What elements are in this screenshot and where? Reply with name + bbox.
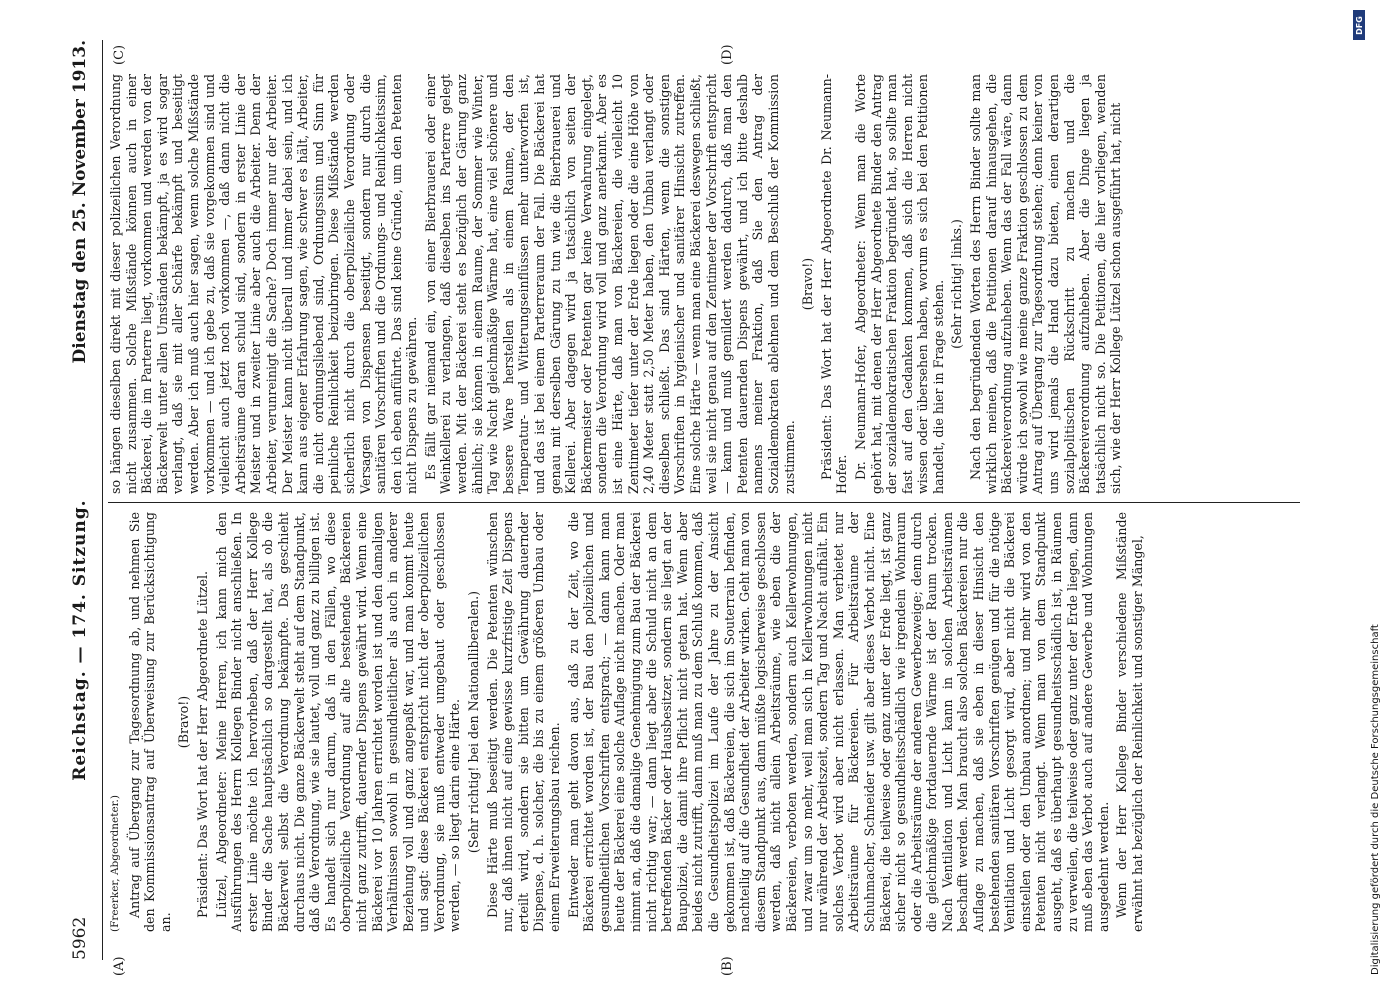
page-number: 5962 (70, 916, 90, 960)
paragraph: Antrag auf Übergang zur Tagesordnung ab, und nehmen Sie den Kommissionsantrag auf Überweisung zur Berücksichtigung an. (126, 512, 173, 932)
margin-mark-c: (C) (112, 44, 127, 65)
margin-mark-a: (A) (112, 956, 127, 976)
speaker-continuation: (Freerker, Abgeordneter.) (109, 795, 121, 932)
interjection: (Bravo!) (800, 257, 816, 311)
interjection: (Bravo!) (176, 695, 192, 749)
paragraph: Wenn der Herr Kollege Binder verschiedene Mißstände erwähnt hat bezüglich der Reinlichkeit und sonstiger Mängel, (1114, 512, 1145, 932)
interjection: (Sehr richtig! bei den Nationalliberalen.) (466, 590, 482, 854)
paragraph: Diese Härte muß beseitigt werden. Die Petenten wünschen nur, daß ihnen nicht auf eine gewisse kurzfristige Zeit Dispens erteilt wird, sondern sie bitten um Gewährung dauernder Dispense, d. h. solcher, die bis zu einem größeren Umbau oder einem Erweiterungsbau reichen. (484, 512, 563, 932)
left-column (108, 512, 1149, 932)
page-header (70, 40, 103, 960)
margin-mark-d: (D) (720, 44, 735, 65)
paragraph: Es fällt gar niemand ein, von einer Bierbrauerei oder einer Weinkellerei zu verlangen, daß dieselben ins Parterre gelegt werden. Mit der Bäckerei steht es bezüglich der Gärung ganz ähnlich; sie können in einem Raume, der Sommer wie Winter, Tag wie Nacht gleichmäßige Wärme hat, eine viel schönere und bessere Ware herstellen als in einem Raume, der den Temperatur- und Witterungseinflüssen mehr unterworfen ist, und das ist bei einem Parterreraum der Fall. Die Bäckerei hat genau mit derselben Gärung zu tun wie die Bierbrauerei und Kellerei. Aber dagegen wird ja tatsächlich von seiten der Bäckermeister oder Petenten gar keine Verwahrung eingelegt, sondern die Verordnung wird voll und ganz anerkannt. Aber es ist eine Härte, daß man von Bäckereien, die vielleicht 10 Zentimeter tiefer unter der Erde liegen oder die eine Höhe von 2,40 Meter statt 2,50 Meter haben, den Umbau verlangt oder dieselben schließt. Das sind Härten, wenn die sonstigen Vorschriften in hygienischer und sanitärer Hinsicht zutreffen. Eine solche Härte — wenn man eine Bäckerei deswegen schließt, weil sie nicht genau auf den Zentimeter der Vorschrift entspricht — kann und muß gemildert werden dadurch, daß man den Petenten dauernden Dispens gewährt, und ich bitte deshalb namens meiner Fraktion, daß Sie den Antrag der Sozialdemokraten ablehnen und dem Beschluß der Kommission zustimmen. (422, 74, 797, 494)
paragraph: Entweder man geht davon aus, daß zu der Zeit, wo die Bäckerei errichtet worden ist, der Bau den polizeilichen und gesundheitlichen Vorschriften entsprach; — dann kann man heute der Bäckerei eine solche Auflage nicht machen. Oder man nimmt an, daß die damalige Genehmigung zum Bau der Bäckerei nicht richtig war; — dann liegt aber die Schuld nicht an dem betreffenden Bäcker oder Hausbesitzer, sondern sie liegt an der Baupolizei, die damit ihre Pflicht nicht getan hat. Wenn aber beides nicht zutrifft, dann muß man zu dem Schluß kommen, daß die Gesundheitspolizei im Laufe der Jahre zu der Ansicht gekommen ist, daß Bäckereien, die sich im Souterrain befinden, nachteilig auf die Gesundheit der Arbeiter wirken. Geht man von diesem Standpunkt aus, dann müßte logischerweise geschlossen werden, daß nicht allein Arbeitsräume, wie eben die der Bäckereien, verboten werden, sondern auch Kellerwohnungen, und zwar um so mehr, weil man sich in Kellerwohnungen nicht nur während der Arbeitszeit, sondern Tag und Nacht aufhält. Ein solches Verbot wird aber nicht erlassen. Man verbietet nur Arbeitsräume für Bäckereien. Für Arbeitsräume der Schuhmacher, Schneider usw. gilt aber dieses Verbot nicht. Eine Bäckerei, die teilweise oder ganz unter der Erde liegt, ist ganz sicher nicht so gesundheitsschädlich wie irgendein Wohnraum oder die Arbeitsräume der anderen Gewerbezweige; denn durch die gleichmäßige fortdauernde Wärme ist der Raum trocken. Nach Ventilation und Licht kann in solchen Arbeitsräumen beschafft werden. Man braucht also solchen Bäckereien nur die Auflage zu machen, daß sie eben in dieser Hinsicht den bestehenden sanitären Vorschriften genügen und für die nötige Ventilation und Licht gesorgt wird, aber nicht die Bäckerei einstellen oder den Umbau anordnen; und mehr wird von den Petenten nicht verlangt. Wenn man von dem Standpunkt ausgeht, daß es überhaupt gesundheitsschädlich ist, in Räumen zu verweilen, die teilweise oder ganz unter der Erde liegen, dann muß eben das Verbot auch auf andere Gewerbe und Wohnungen ausgedehnt werden. (565, 512, 1111, 932)
president-line: Präsident: Das Wort hat der Herr Abgeordnete Dr. Neumann-Hofer. (818, 74, 850, 494)
paragraph: Nach den begründenden Worten des Herrn Binder sollte man wirklich meinen, daß die Petitionen darauf hinausgehen, die Bäckereiverordnung aufzuheben. Wenn das der Fall wäre, dann würde ich sowohl wie meine ganze Fraktion geschlossen zu dem Antrag auf Übergang zur Tagesordnung stehen; denn keiner von uns wird jemals die Hand dazu bieten, einen derartigen sozialpolitischen Rückschritt zu machen und die Bäckereiverordnung aufzuheben. Aber die Dinge liegen ja tatsächlich nicht so. Die Petitionen, die hier vorliegen, wenden sich, wie der Herr Kollege Lützel schon ausgeführt hat, nicht (968, 74, 1124, 494)
column-rule (108, 502, 1300, 503)
margin-mark-b: (B) (720, 956, 735, 976)
session-date: Dienstag den 25. November 1913. (70, 40, 90, 364)
interjection: (Sehr richtig! links.) (949, 219, 965, 349)
scanned-page (40, 20, 1320, 980)
president-line: Präsident: Das Wort hat der Herr Abgeordnete Lützel. (194, 570, 210, 918)
right-column (108, 74, 1127, 494)
paragraph: Dr. Neumann-Hofer, Abgeordneter: Wenn man die Worte gehört hat, mit denen der Herr Abgeordnete Binder den Antrag der sozialdemokratischen Fraktion begründet hat, so sollte man fast auf den Gedanken kommen, daß sich die Herren nicht wissen oder übersehen haben, worum es sich bei den Petitionen handelt, die hier in Frage stehen. (852, 74, 946, 494)
dfg-logo (1353, 10, 1365, 40)
dfg-logo-text: DFG (1354, 15, 1364, 35)
paragraph: so hängen dieselben direkt mit dieser polizeilichen Verordnung nicht zusammen. Solche Mißstände können auch in einer Bäckerei, die im Parterre liegt, vorkommen und werden von der Bäckerwelt unter allen Umständen bekämpft, ja es wird sogar verlangt, daß sie mit aller Schärfe bekämpft und beseitigt werden. Aber ich muß auch hier sagen, wenn solche Mißstände vorkommen — und ich gebe zu, daß sie vorgekommen sind und vielleicht auch jetzt noch vorkommen —, daß dann nicht die Arbeitsräume daran schuld sind, sondern in erster Linie der Meister und in zweiter Linie aber auch die Arbeiter. Denn der Arbeiter, verunreinigt die Sache? Doch immer nur der Arbeiter. Der Meister kann nicht überall und immer dabei sein, und ich kann aus eigener Erfahrung sagen, wie schwer es hält, Arbeiter, die nicht ordnungsliebend sind, Ordnungssinn und Sinn für peinliche Reinlichkeit beizubringen. Diese Mißstände werden sicherlich nicht durch die oberpolizeiliche Verordnung oder Versagen von Dispensen beseitigt, sondern nur durch die sanitären Vorschriften und die Ordnungs- und Reinlichkeitssinn, den ich eben anführte. Das sind keine Gründe, um den Petenten nicht Dispens zu gewähren. (108, 74, 420, 494)
digitization-credit: Digitalisierung gefördert durch die Deutsche Forschungsgemeinschaft (1370, 624, 1381, 975)
paragraph: Lützel, Abgeordneter: Meine Herren, ich kann mich den Ausführungen des Herrn Kollegen Binder nicht anschließen. In erster Linie möchte ich hervorheben, daß der Herr Kollege Binder die Sache hauptsächlich so dargestellt hat, als ob die Bäckerwelt selbst die Verordnung bekämpfte. Das geschieht durchaus nicht. Die ganze Bäckerwelt steht auf dem Standpunkt, daß die Verordnung, wie sie lautet, voll und ganz zu billigen ist. Es handelt sich nur darum, daß in den Fällen, wo diese oberpolizeiliche Verordnung auf alte bestehende Bäckereien nicht ganz zutrifft, dauernder Dispens gewährt wird. Wenn eine Bäckerei vor 10 Jahren errichtet worden ist und den damaligen Verhältnissen sowohl in gesundheitlicher als auch in anderer Beziehung voll und ganz angepaßt war, und man kommt heute und sagt: diese Bäckerei entspricht nicht der oberpolizeilichen Verordnung, sie muß entweder umgebaut oder geschlossen werden, — so liegt darin eine Härte. (213, 512, 463, 932)
session-title: Reichstag. — 174. Sitzung. (70, 499, 90, 781)
